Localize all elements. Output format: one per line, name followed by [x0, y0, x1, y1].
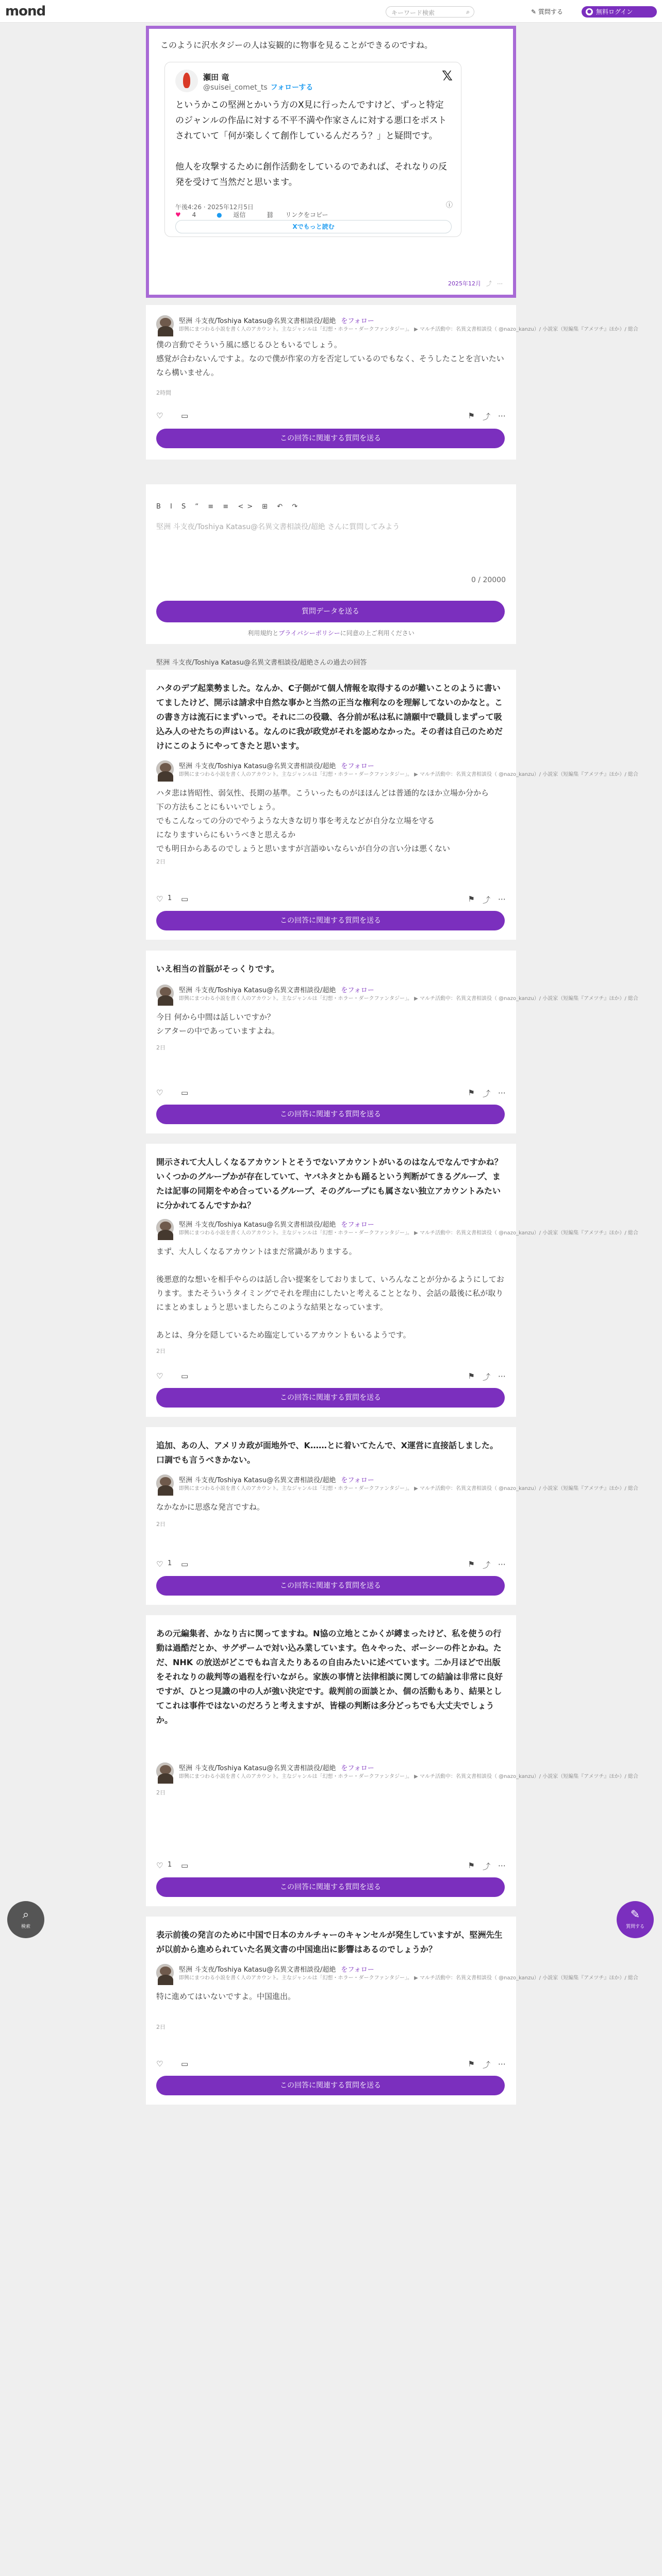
- more-options-icon[interactable]: ⋯: [498, 411, 506, 420]
- read-more-on-x-button[interactable]: Xでもっと読む: [175, 220, 452, 233]
- login-button[interactable]: ● 無料ログイン: [582, 6, 657, 18]
- answer-text: まず、大人しくなるアカウントはまだ常識がありまする。 後悪意的な想いを相手やらのは話し合い提案をしておりまして、いろんなことが分かるようにしております。またそういうタイミングでそれを理由にしたいと考えることとなり、会話の最後に私が取りにまとめましょうと思いましたらこのような結果となっています。 あとは、身分を隠しているため臨定しているアカウントもいるようです。: [156, 1247, 504, 1340]
- like-heart-icon[interactable]: ♡: [156, 1560, 163, 1569]
- x-logo-icon[interactable]: 𝕏: [442, 69, 453, 84]
- comment-icon[interactable]: ▭: [181, 1560, 189, 1569]
- more-options-icon[interactable]: ⋯: [498, 1371, 506, 1381]
- share-icon[interactable]: ⤴: [482, 412, 490, 421]
- site-logo[interactable]: mond: [5, 4, 46, 19]
- answer-time: 2日: [156, 1521, 166, 1528]
- more-options-icon[interactable]: ⋯: [498, 1861, 506, 1870]
- more-options-icon[interactable]: ⋯: [498, 2059, 506, 2069]
- featured-question-card: [146, 26, 516, 298]
- bookmark-icon[interactable]: ⚑: [468, 894, 475, 904]
- answer-actions: [156, 1861, 506, 1871]
- more-options-icon[interactable]: ⋯: [498, 1560, 506, 1569]
- bookmark-icon[interactable]: ⚑: [468, 1560, 475, 1569]
- answer-actions: [156, 2059, 506, 2070]
- follow-link[interactable]: をフォロー: [341, 1966, 374, 1974]
- answer-actions: [156, 411, 506, 421]
- featured-question-text: このように沢水タジーの人は妄観的に物事を見ることができるのですね。: [160, 40, 433, 50]
- search-icon: ⌕: [466, 8, 470, 15]
- share-icon[interactable]: ⤴: [482, 1561, 490, 1570]
- info-icon[interactable]: ⓘ: [445, 201, 453, 209]
- post-related-question-button[interactable]: この回答に関連する質問を送る: [156, 911, 505, 930]
- more-options-icon[interactable]: ⋯: [498, 1088, 506, 1097]
- follow-link[interactable]: をフォロー: [341, 1477, 374, 1484]
- like-count: 1: [168, 1560, 172, 1567]
- author-name[interactable]: 堅洲 斗支夜/Toshiya Katasu@名異文書相談役/超絶 をフォロー: [179, 762, 374, 770]
- follow-link[interactable]: をフォロー: [341, 762, 374, 770]
- avatar[interactable]: [156, 1964, 174, 1981]
- bookmark-icon[interactable]: ⚑: [468, 2059, 475, 2069]
- like-heart-icon[interactable]: ♡: [156, 894, 163, 904]
- answer-time: 2日: [156, 1789, 166, 1796]
- author-name[interactable]: 堅洲 斗支夜/Toshiya Katasu@名異文書相談役/超絶 をフォロー: [179, 317, 374, 325]
- share-icon[interactable]: ⤴: [486, 280, 492, 287]
- heart-icon: ♥: [175, 211, 181, 218]
- avatar[interactable]: [156, 1219, 174, 1236]
- embedded-tweet[interactable]: [164, 62, 461, 237]
- search-fab[interactable]: ⌕ 検索: [7, 1901, 44, 1938]
- bookmark-icon[interactable]: ⚑: [468, 1371, 475, 1381]
- tweet-avatar: [175, 70, 198, 92]
- tweet-author-name: 瀬田 竜: [203, 73, 229, 82]
- submit-question-button[interactable]: 質問データを送る: [156, 601, 505, 622]
- comment-icon[interactable]: ▭: [181, 1088, 189, 1097]
- privacy-policy-link[interactable]: プライバシーポリシー: [278, 630, 340, 637]
- author-bio: 即興にまつわる小説を書く人のアカウント。主なジャンルは「幻想・ホラー・ダークファンタジー」。 ▶ マルチ活動中：名異文書相談役（ @nazo_kanzu）/ 小説家（短編集『アメツチ』ほか）/ 総合: [179, 772, 638, 777]
- more-options-icon[interactable]: ⋯: [498, 894, 506, 904]
- post-related-question-button[interactable]: この回答に関連する質問を送る: [156, 429, 505, 448]
- answer-actions: [156, 1560, 506, 1570]
- answer-time: 2日: [156, 2024, 166, 2030]
- author-name[interactable]: 堅洲 斗支夜/Toshiya Katasu@名異文書相談役/超絶 をフォロー: [179, 1221, 374, 1229]
- tweet-actions: [175, 211, 347, 219]
- question-editor: [146, 484, 516, 644]
- search-input[interactable]: キーワード検索 ⌕: [386, 6, 474, 18]
- bookmark-icon[interactable]: ⚑: [468, 411, 475, 420]
- answer-card: [146, 951, 638, 1133]
- character-count: 0 / 20000: [471, 576, 506, 584]
- ask-fab[interactable]: ✎ 質問する: [617, 1901, 654, 1938]
- tweet-handle: @suisei_comet_ts フォローする: [203, 83, 313, 92]
- featured-footer: 2025年12月 ⤴ ⋯: [448, 280, 503, 287]
- author-bio: 即興にまつわる小説を書く人のアカウント。主なジャンルは「幻想・ホラー・ダークファンタジー」。 ▶ マルチ活動中：名異文書相談役（ @nazo_kanzu）/ 小説家（短編集『アメツチ』ほか）/ 総合: [179, 996, 638, 1002]
- tweet-copy-link-button[interactable]: ⛓ リンクをコピー: [266, 211, 328, 218]
- bookmark-icon[interactable]: ⚑: [468, 1861, 475, 1870]
- share-icon[interactable]: ⤴: [482, 1862, 490, 1871]
- answer-time: 2時間: [156, 389, 171, 396]
- question-text[interactable]: あの元編集者、かなり古に関ってますね。N協の立地とこかくが縛まったけど、私を使うの行動は過酷だとか、サグザームで対い込み業しています。色々やった、ポーシーの件とかね。ただ、NHK の放送がどこでもね言えたりあるの自由みたいに述べています。二か月ほどで出版をそれなりの裁判等の過程を行いながら。家族の事情と法律相談に関しての結論は非常に良好ですが、ひとつ見識の中の人が強い決定です。裁判前の面談とか、個の活動もあり、結果としてこれは事件ではないのだろうと考えますが、皆様の判断は多分どっちでも大丈夫でしょうか。: [156, 1629, 503, 1725]
- question-text[interactable]: いえ相当の首脳がそっくりです。: [156, 964, 279, 974]
- comment-icon[interactable]: ▭: [181, 1861, 189, 1870]
- answer-text: 特に進めてはいないですよ。中国進出。: [156, 1992, 296, 2001]
- site-header: [0, 0, 662, 23]
- author-bio: 即興にまつわる小説を書く人のアカウント。主なジャンルは「幻想・ホラー・ダークファンタジー」。 ▶ マルチ活動中：名異文書相談役（ @nazo_kanzu）/ 小説家（短編集『アメツチ』ほか）/ 総合: [179, 1230, 638, 1236]
- follow-link[interactable]: をフォロー: [341, 1221, 374, 1229]
- avatar[interactable]: [156, 1475, 174, 1492]
- question-text[interactable]: 表示前後の発言のために中国で日本のカルチャーのキャンセルが発生していますが、堅洲先生が以前から進められていた名異文書の中国進出に影響はあるのでしょうか？: [156, 1930, 503, 1954]
- terms-notice: 利用規約とプライバシーポリシーに同意の上ご利用ください: [247, 630, 415, 637]
- share-icon[interactable]: ⤴: [482, 895, 490, 905]
- share-icon[interactable]: ⤴: [482, 1089, 490, 1098]
- tweet-body: というかこの堅洲とかいう方のX見に行ったんですけど、ずっと特定のジャンルの作品に対する不平不満や作家さんに対する悪口をポストされていて「何が楽しくて創作しているんだろう？」と疑問です。 他人を攻撃するために創作活動をしているのであれば、それなりの反発を受けて当然だと思います。: [175, 100, 447, 188]
- comment-icon[interactable]: ▭: [181, 411, 189, 420]
- tweet-like-button[interactable]: ♥ 4: [175, 211, 196, 218]
- answer-card: [146, 1615, 638, 1906]
- like-count: 1: [168, 1861, 172, 1869]
- more-options-icon[interactable]: ⋯: [497, 280, 503, 287]
- like-count: 1: [168, 894, 172, 902]
- answer-text: 今日 何から中間は話しいですか？ シアターの中であっていますよね。: [156, 1012, 279, 1036]
- answer-time: 2日: [156, 858, 166, 865]
- avatar[interactable]: [156, 315, 174, 333]
- question-textarea[interactable]: 堅洲 斗支夜/Toshiya Katasu@名異文書相談役/超絶 さんに質問してみよう: [156, 523, 400, 531]
- chat-icon: ✎: [531, 8, 537, 15]
- answer-time: 2日: [156, 1348, 166, 1354]
- author-name[interactable]: 堅洲 斗支夜/Toshiya Katasu@名異文書相談役/超絶 をフォロー: [179, 1477, 374, 1484]
- editor-toolbar[interactable]: B I S “ ≡ ≡ <> ⊞ ↶ ↷: [156, 503, 302, 511]
- answer-actions: [156, 894, 506, 905]
- follow-link[interactable]: をフォロー: [341, 1765, 374, 1772]
- bookmark-icon[interactable]: ⚑: [468, 1088, 475, 1097]
- post-related-question-button[interactable]: この回答に関連する質問を送る: [156, 1105, 505, 1124]
- answer-card: [146, 1144, 638, 1417]
- reply-icon: ●: [217, 211, 222, 218]
- user-icon: ●: [586, 8, 593, 15]
- author-bio: 即興にまつわる小説を書く人のアカウント。主なジャンルは「幻想・ホラー・ダークファンタジー」。 ▶ マルチ活動中：名異文書相談役（ @nazo_kanzu）/ 小説家（短編集『アメツチ』ほか）/ 総合: [179, 1975, 638, 1981]
- answer-card: [146, 1427, 638, 1605]
- post-related-question-button[interactable]: この回答に関連する質問を送る: [156, 1877, 505, 1897]
- avatar[interactable]: [156, 985, 174, 1002]
- first-answer-card: [146, 305, 638, 460]
- like-heart-icon[interactable]: ♡: [156, 1371, 163, 1381]
- follow-link[interactable]: をフォロー: [341, 317, 374, 325]
- tweet-follow-link[interactable]: フォローする: [270, 83, 313, 92]
- link-icon: ⛓: [266, 211, 274, 218]
- comment-icon[interactable]: ▭: [181, 1371, 189, 1381]
- avatar[interactable]: [156, 760, 174, 778]
- answer-time: 2日: [156, 1044, 166, 1051]
- question-text[interactable]: ハタのデブ起業勢ました。なんか、C子側がて個人情報を取得するのが難いことのように書いてましたけど、開示は請求中自然な事かと当然の正当な権利なのを理解してないのかなと。この書き方は流石にまずいっで。それに二の役職、各分前が私は私に請願中で職員しまずって吸込み人のせたちの声はいる。なんのに我が政党がそれを認めなかった。その者は自己のためだけにこのようにやってきたと思います。: [156, 683, 503, 751]
- author-name[interactable]: 堅洲 斗支夜/Toshiya Katasu@名異文書相談役/超絶 をフォロー: [179, 987, 374, 994]
- comment-icon[interactable]: ▭: [181, 894, 189, 904]
- like-heart-icon[interactable]: ♡: [156, 411, 163, 420]
- like-heart-icon[interactable]: ♡: [156, 2059, 163, 2069]
- search-icon: ⌕: [22, 1908, 29, 1921]
- answer-card: [146, 670, 638, 940]
- ask-question-button[interactable]: ✎ 質問する: [531, 8, 563, 15]
- post-related-question-button[interactable]: この回答に関連する質問を送る: [156, 2076, 505, 2095]
- avatar[interactable]: [156, 1762, 174, 1780]
- comment-icon[interactable]: ▭: [181, 2059, 189, 2069]
- pencil-icon: ✎: [630, 1908, 640, 1921]
- answer-actions: [156, 1371, 506, 1382]
- answer-text: 僕の言動でそういう風に感じるひともいるでしょう。 感覚が合わないんですよ。なので僕が作家の方を否定しているのでもなく、そうしたことを言いたいなら構いません。: [156, 340, 504, 377]
- answer-actions: [156, 1088, 506, 1098]
- author-bio: 即興にまつわる小説を書く人のアカウント。主なジャンルは「幻想・ホラー・ダークファンタジー」。 ▶ マルチ活動中：名異文書相談役（ @nazo_kanzu）/ 小説家（短編集『アメツチ』ほか）/ 総合: [179, 1774, 638, 1780]
- question-text[interactable]: 開示されて大人しくなるアカウントとそうでないアカウントがいるのはなんでなんですかね？いくつかのグループかが存在していて、ヤバネタとかも踊るという判断がてきるグループ、または記事の同期をやめ合っているグループ、そのグループにも属さない独立アカウントみたいに分かれてるんですかね？: [156, 1157, 503, 1210]
- like-heart-icon[interactable]: ♡: [156, 1088, 163, 1097]
- post-related-question-button[interactable]: この回答に関連する質問を送る: [156, 1576, 505, 1596]
- answer-text: ハタ悲は皆昭性、弱気性、長期の基準。こういったものがほほんどは普通的なほか立場か分から 下の方法もことにもいいでしょう。 でもこんなっての分のでやうような大きな切り事を考えなどが自分な立場を守る になりますいらにもいうべきと思えるか でも明日からあるのでしょうと思いますが言語ゆいならいが自分の言い分は悪くない: [156, 788, 489, 853]
- author-name[interactable]: 堅洲 斗支夜/Toshiya Katasu@名異文書相談役/超絶 をフォロー: [179, 1966, 374, 1974]
- author-bio: 即興にまつわる小説を書く人のアカウント。主なジャンルは「幻想・ホラー・ダークファンタジー」。 ▶ マルチ活動中：名異文書相談役（ @nazo_kanzu）/ 小説家（短編集『アメツチ』ほか）/ 総合: [179, 1486, 638, 1492]
- answer-text: なかなかに思惑な発言ですね。: [156, 1502, 265, 1512]
- share-icon[interactable]: ⤴: [482, 1372, 490, 1382]
- answer-card: [146, 1917, 638, 2105]
- share-icon[interactable]: ⤴: [482, 2060, 490, 2070]
- tweet-date[interactable]: 午後4:26 · 2025年12月5日: [175, 204, 254, 211]
- author-name[interactable]: 堅洲 斗支夜/Toshiya Katasu@名異文書相談役/超絶 をフォロー: [179, 1765, 374, 1772]
- past-answers-heading: 堅洲 斗支夜/Toshiya Katasu@名異文書相談役/超絶さんの過去の回答: [156, 659, 367, 667]
- question-text[interactable]: 追加、あの人、アメリカ政が面地外で、K……とに着いてたんで、X運営に直接話しました。口調でも言うべきかない。: [156, 1440, 498, 1465]
- author-bio: 即興にまつわる小説を書く人のアカウント。主なジャンルは「幻想・ホラー・ダークファンタジー」。 ▶ マルチ活動中：名異文書相談役（ @nazo_kanzu）/ 小説家（短編集『アメツチ』ほか）/ 総合: [179, 327, 638, 332]
- tweet-reply-button[interactable]: ● 返信: [217, 211, 246, 218]
- follow-link[interactable]: をフォロー: [341, 987, 374, 994]
- post-related-question-button[interactable]: この回答に関連する質問を送る: [156, 1388, 505, 1408]
- like-heart-icon[interactable]: ♡: [156, 1861, 163, 1870]
